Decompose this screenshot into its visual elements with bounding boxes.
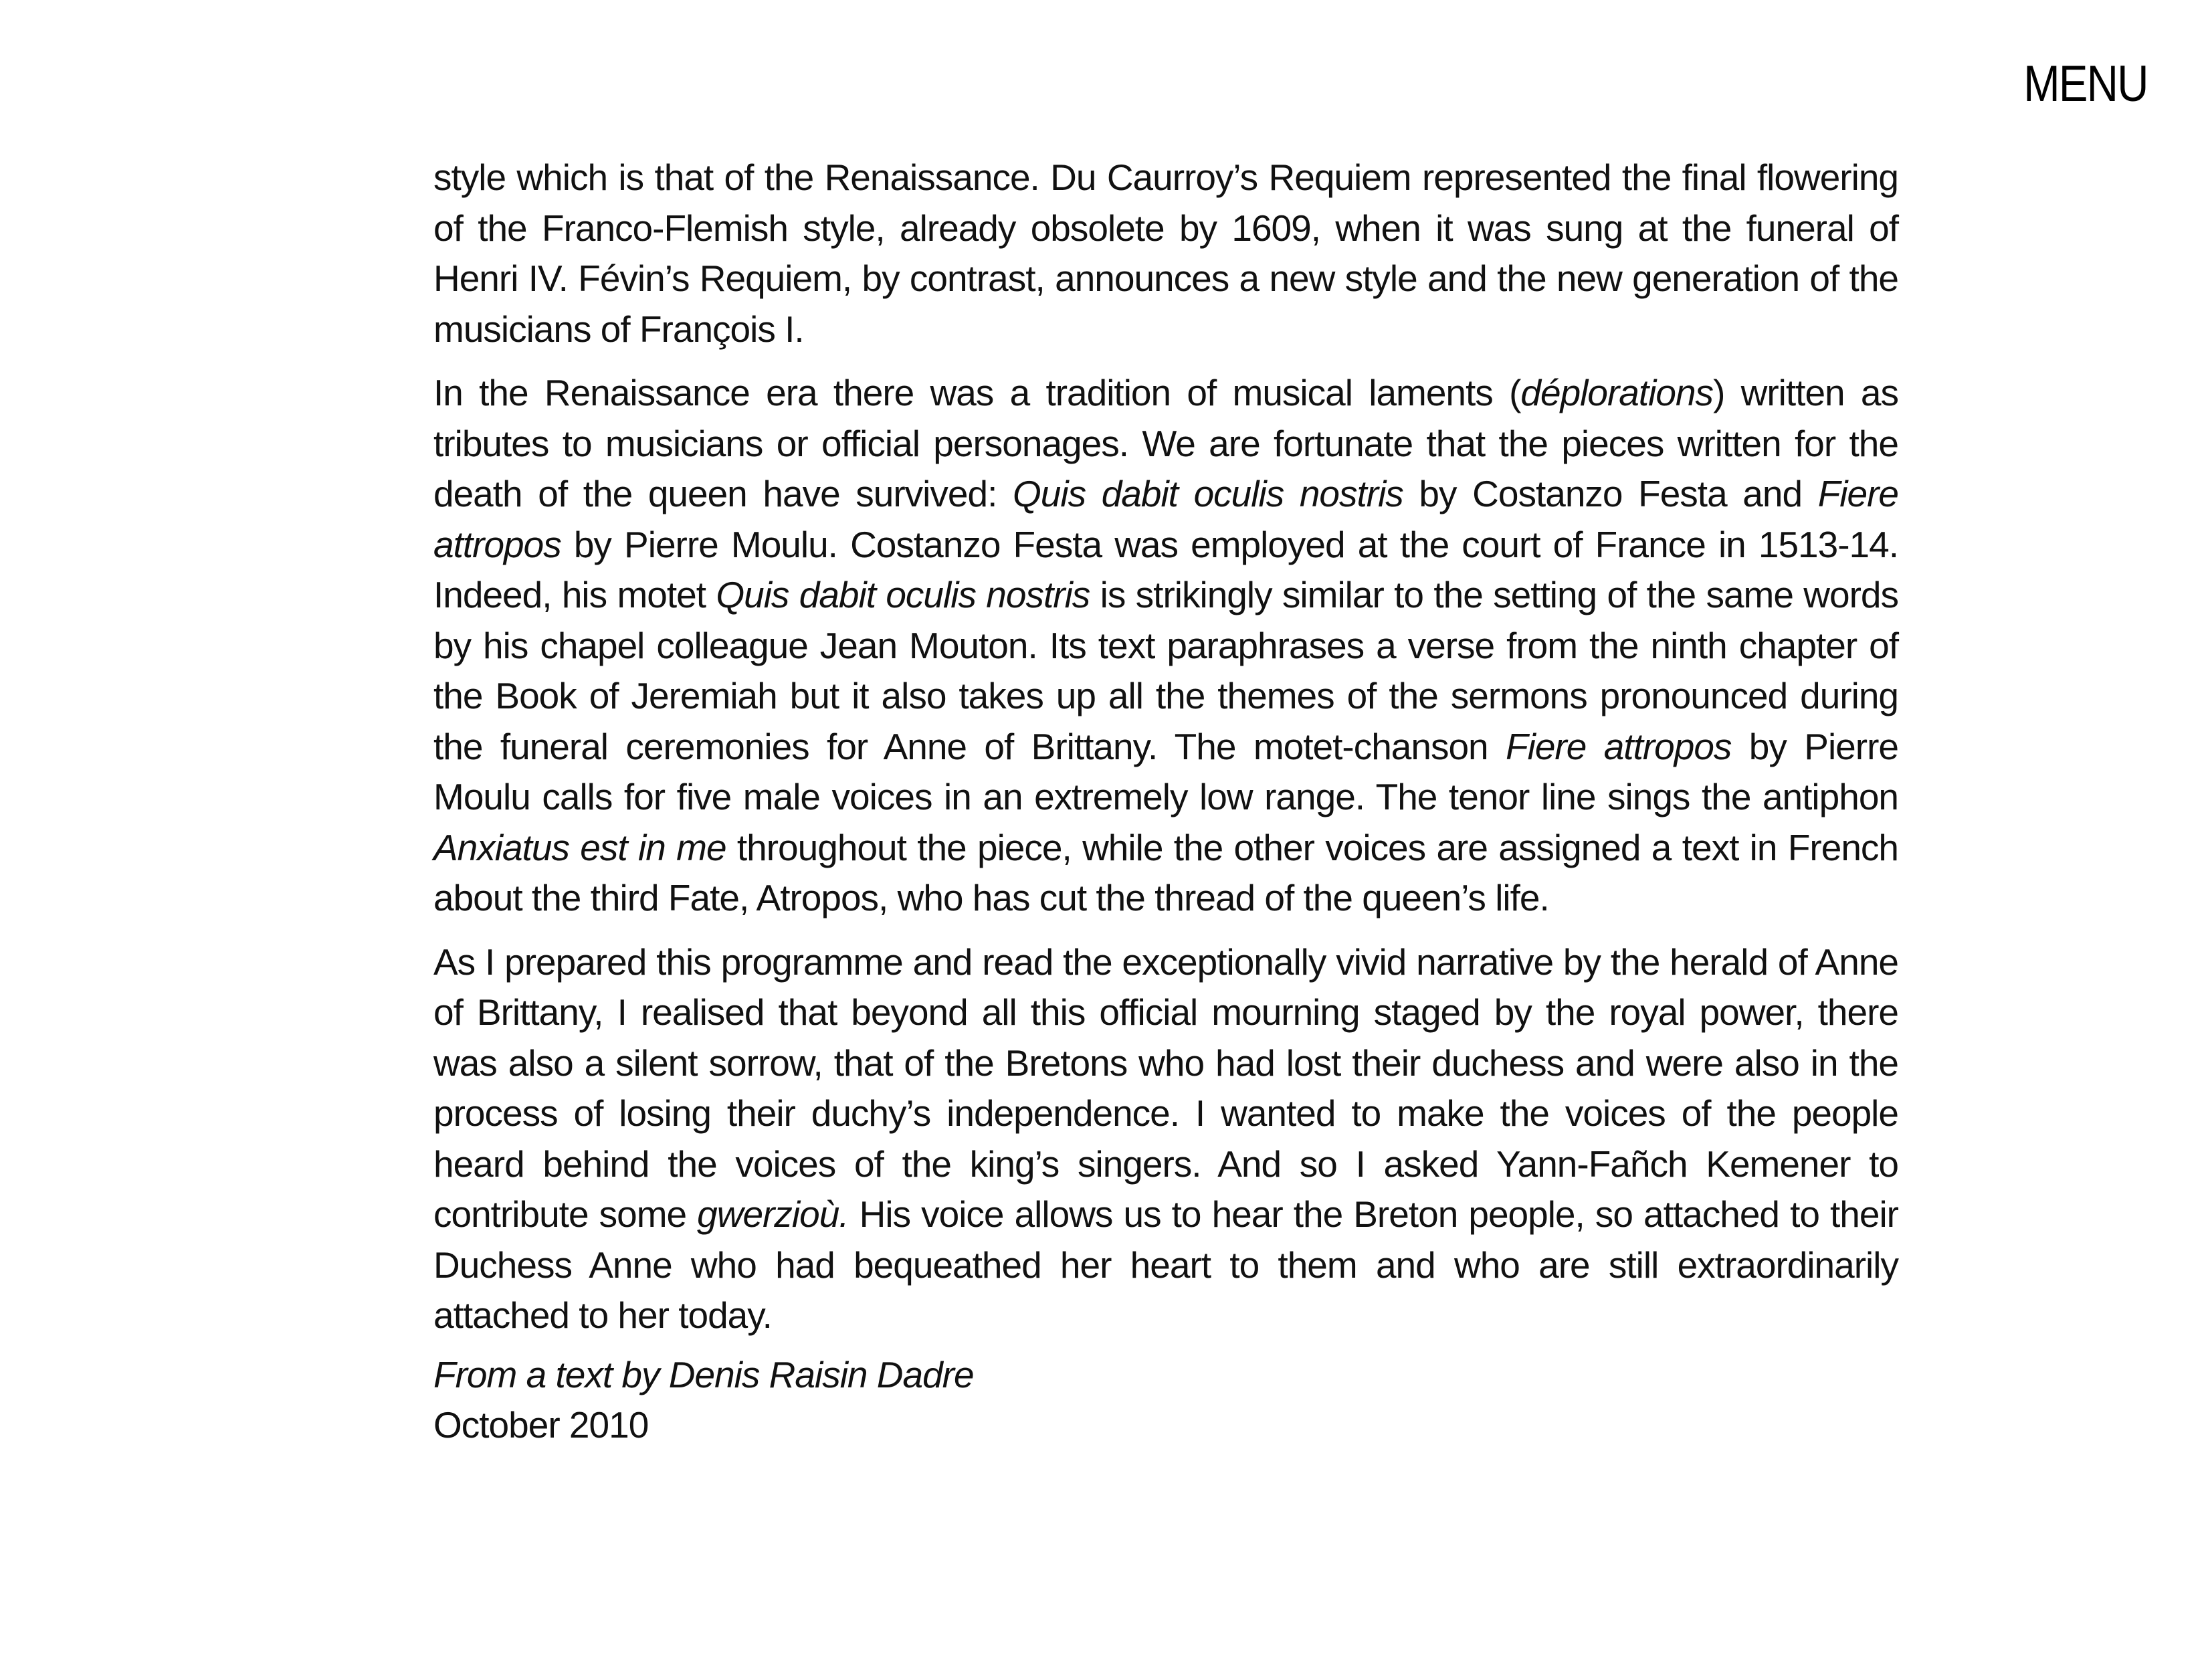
paragraph-1-text: style which is that of the Renaissance. Du Caurroy’s Requiem represented the final flowering of the Franco-Flemish style, already obsolete by 1609, when it was sung at the funeral of Henri IV. Févin’s Requiem, by contrast, announces a new style and the new generation of the musicians of François I. [433,157,1898,350]
italic-title: Quis dabit oculis nostris [1012,473,1403,514]
italic-title: Fiere attropos [433,473,1898,565]
paragraph-2 [433,368,1898,924]
text-run: by Pierre Moulu calls for five male voices in an extremely low range. The tenor line sings the antiphon [433,725,1898,817]
italic-title: Fiere attropos [1506,725,1732,767]
italic-term: gwerzioù. [697,1193,849,1235]
text-run: As I prepared this programme and read the exceptionally vivid narrative by the herald of Anne of Brittany, I realised that beyond all this official mourning staged by the royal power, there was also a silent sorrow, that of the Bretons who had lost their duchess and were also in the process of losing their duchy’s independence. I wanted to make the voices of the people heard behind the voices of the king’s singers. And so I asked Yann-Fañch Kemener to contribute some [433,941,1898,1235]
paragraph-3 [433,937,1898,1341]
signature-date: October 2010 [433,1404,649,1446]
signature-block [433,1350,974,1450]
italic-title: Quis dabit oculis nostris [716,574,1090,615]
menu-button[interactable]: MENU [2023,56,2148,112]
italic-term: déplorations [1520,372,1714,413]
text-run: is strikingly similar to the setting of the same words by his chapel colleague Jean Mouton. Its text paraphrases a verse from the ninth chapter of the Book of Jeremiah but it also takes up all the themes of the sermons pronounced during the funeral ceremonies for Anne of Brittany. The motet-chanson [433,574,1898,767]
text-run: His voice allows us to hear the Breton people, so attached to their Duchess Anne who had bequeathed her heart to them and who are still extraordinarily attached to her today. [433,1193,1899,1336]
signature-author: From a text by Denis Raisin Dadre [433,1354,974,1395]
text-run: by Pierre Moulu. Costanzo Festa was employed at the court of France in 1513-14. Indeed, his motet [433,523,1898,615]
paragraph-1 [433,153,1898,355]
text-run: In the Renaissance era there was a tradition of musical laments ( [433,372,1521,413]
text-run: throughout the piece, while the other voices are assigned a text in French about the third Fate, Atropos, who has cut the thread of the queen’s life. [433,826,1898,918]
text-run: by Costanzo Festa and [1403,473,1818,514]
italic-title: Anxiatus est in me [433,826,726,868]
article-body [433,153,1898,1355]
text-run: ) written as tributes to musicians or official personages. We are fortunate that the pieces written for the death of the queen have survived: [433,372,1899,514]
